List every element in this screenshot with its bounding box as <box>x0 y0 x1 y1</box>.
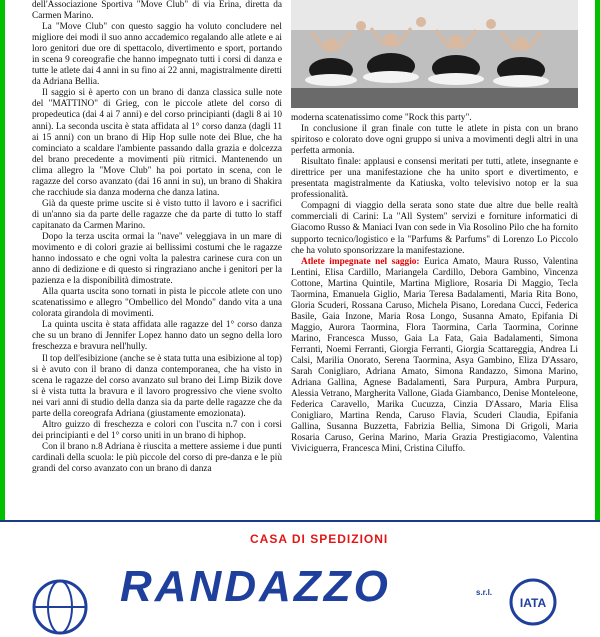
iata-logo-text: IATA <box>519 596 547 610</box>
athletes-label: Atlete impegnate nel saggio: <box>301 256 420 267</box>
dance-photo <box>291 0 578 108</box>
iata-logo-icon <box>508 577 558 627</box>
paragraph: La "Move Club" con questo saggio ha voluto concludere nel migliore dei modi il suo anno accademico regalando alle atlete e ai loro genitori due ore di spettacolo, divertimento e sport, portando in scena 9 coreografie che hanno impegnato tutti i corsi di danza e tutte le atlete dai 4 anni in su fino ai 22 anni, magistralmente diretti da Adriana Bellia. <box>32 22 282 88</box>
paragraph: La quinta uscita è stata affidata alle ragazze del 1° corso danza che su un brano di Jennifer Lopez hanno dato un segno della loro freschezza e bravura nell'hully. <box>32 320 282 353</box>
paragraph: Con il brano n.8 Adriana è riuscita a mettere assieme i due punti cardinali della scuola: le più piccole del corso di pre-danza e le più grandi del corso avanzato con un brano di danza <box>32 441 282 474</box>
paragraph: Il top dell'esibizione (anche se è stata tutta una esibizione al top) si è avuto con il brano di danza contemporanea, che ha visto in scena le ragazze del corso avanzato sul brano dei Limp Bizik dove si è vista tutta la bravura e il lavoro progressivo che viene svolto nei vari anni di studio della danza sia da parte delle ragazze che da parte della coreografa Adriana (giustamente emozionata). <box>32 353 282 419</box>
green-border-left <box>0 0 5 520</box>
paragraph: Compagni di viaggio della serata sono state due altre due belle realtà commerciali di Carini: La "All System" servizi e forniture informatici di Giacomo Russo & Maniaci Ivan con sede in Via Rosolino Pilo che ha fornito supporto tecnico/logistico e la "Parfums & Parfums" di Lorenzo Lo Piccolo che ha voluto sponsorizzare la manifestazione. <box>291 201 578 256</box>
dancers-illustration <box>291 0 578 108</box>
paragraph: Alla quarta uscita sono tornati in pista le piccole atlete con uno scatenatissimo e allegro "Ombellico del Mondo" dando vita a una colorata girandola di movimenti. <box>32 287 282 320</box>
athletes-paragraph <box>291 257 578 456</box>
paragraph: moderna scatenatissimo come "Rock this party". <box>291 113 472 123</box>
paragraph: Dopo la terza uscita ormai la "nave" veleggiava in un mare di movimento e di colori grazie ai bellissimi costumi che le ragazze hanno indossato e che ogni volta la palestra carinese cura con un anno di dedizione e di questo si ringraziano anche i genitori per la pazienza e la disponibilità dimostrate. <box>32 231 282 287</box>
paragraph: In conclusione il gran finale con tutte le atlete in pista con un brano spiritoso e colorato dove ogni gruppo si univa a movimenti degli altri in una perfetta armonia. <box>291 124 578 157</box>
paragraph: dell'Associazione Sportiva "Move Club" di via Erina, diretta da Carmen Marino. <box>32 0 282 22</box>
paragraph: Altro guizzo di freschezza e colori con l'uscita n.7 con i corsi dei principianti e del 1° corso uniti in un brano di hiphop. <box>32 419 282 441</box>
globe-logo-icon <box>30 577 90 637</box>
advertisement-banner <box>0 520 600 611</box>
ad-brand-name: RANDAZZO <box>120 562 391 611</box>
article-left-column <box>32 0 282 475</box>
ad-header: CASA DI SPEDIZIONI <box>250 532 389 546</box>
article-right-column <box>291 113 578 455</box>
athletes-list: Eurica Amato, Maura Russo, Valentina Lentini, Elisa Cardillo, Mariangela Cardillo, Debora Gambino, Vincenza Cottone, Martina Quintile, Martina Migliore, Rosaria Di Maggio, Tecla Taormina, Emanuela Giglio, Maria Teresa Badalamenti, Maria Rita Bono, Gloria Scuderi, Rossana Caruso, Michela Pisano, Loredana Cucci, Federica Basile, Gaia Inzone, Maria Rosa Longo, Susanna Amato, Epifania Di Maggio, Aurora Taormina, Flora Taormina, Carla Taormina, Corinne Marino, Francesca Musso, Gaia La Fata, Gaia Badalamenti, Simona Ferranti, Noemi Ferranti, Giorgia Ferranti, Giorgia Scattareggia, Andrea Li Calsi, Marilia Onorato, Serena Taormina, Asya Gambino, Eliza D'Assaro, Sarah Conigliaro, Adriana Amato, Simona Randazzo, Simona Marino, Adriana Gallina, Agnese Badalamenti, Sara Purpura, Ambra Purpura, Alessia Vetrano, Margherita Vallone, Giada Giambanco, Denise Monteleone, Federica Caravello, Marika Cucuzza, Cinzia D'Assaro, Maria Elisa Conigliaro, Martina Renda, Caruso Flavia, Scuderi Claudia, Epifania Gallina, Susanna Buzzetta, Fabrizia Bellia, Simona Di Grigoli, Maria Rosaria Caruso, Gerina Marino, Maria Grazia Prestigiacomo, Valentina Viviciguerra, Francesca Mini, Cristina Ciluffo. <box>291 256 579 455</box>
ad-company-suffix: s.r.l. <box>476 588 493 597</box>
paragraph: Il saggio si è aperto con un brano di danza classica sulle note del "MATTINO" di Grieg, con le piccole atlete del corso di propedeutica (dai 4 ai 7 anni) e del corso principianti (dagli 8 ai 10 anni). La seconda uscita è stata affidata al 1° corso danza (dagli 11 ai 15 anni) con un brano di Hip Hop sulle note dei Blue, che ha cominciato a scaldare l'ambiente passando dalla grazia e dolcezza del brano precedente a movimenti più ritmici. Mantenendo un clima allegro la "Move Club" ha poi portato in scena, con le ragazze del corso avanzato (dai 16 anni in su), un brano di Shakira che racchiude sia danza moderna che danza latina. <box>32 88 282 198</box>
paragraph: Risultato finale: applausi e consensi meritati per tutti, atlete, insegnante e direttrice per una manifestazione che ha unito sport e divertimento, e presentata magistralmente da Katiuska, volto televisivo notop er la sua professionalità. <box>291 157 578 201</box>
green-border-right <box>595 0 600 520</box>
paragraph: Già da queste prime uscite si è visto tutto il lavoro e i sacrifici di un'anno sia da parte delle ragazze che da parte di tutto lo staff capitanato da Carmen Marino. <box>32 198 282 231</box>
